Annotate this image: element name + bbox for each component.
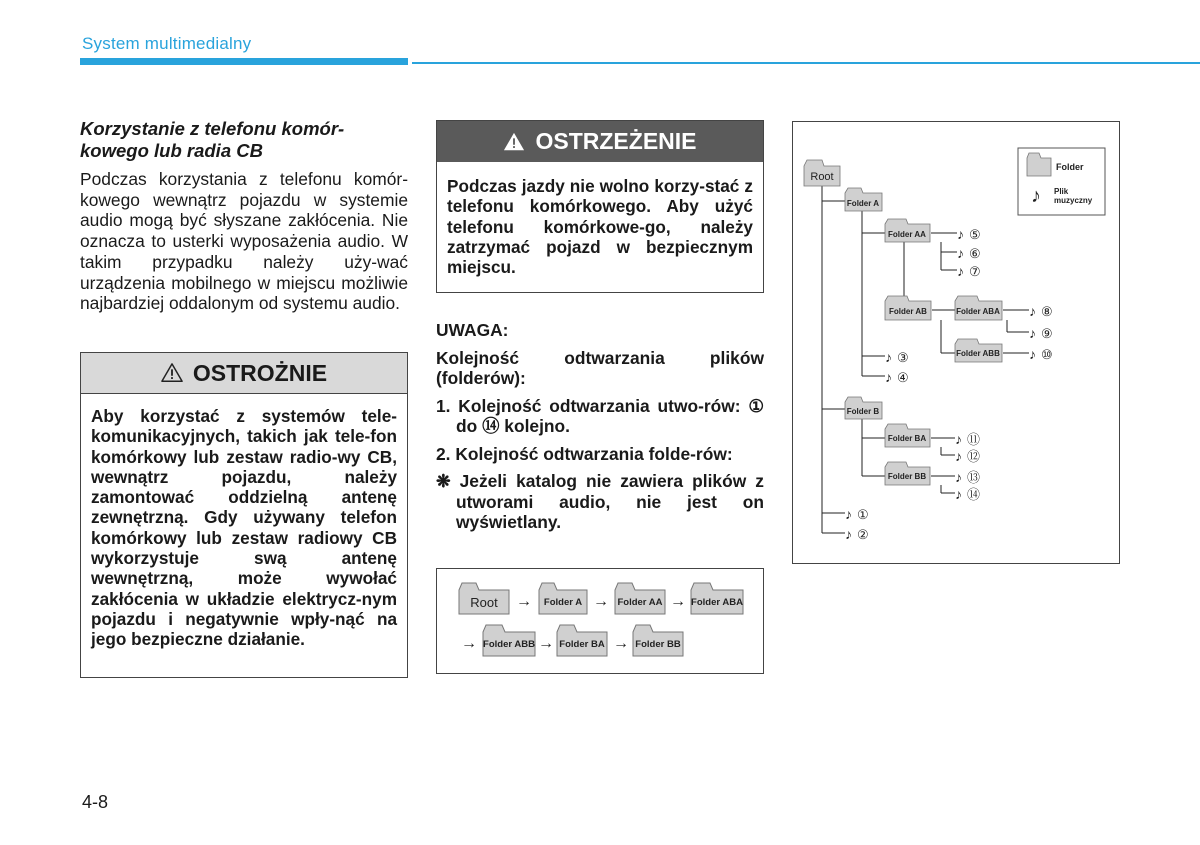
section-heading: Korzystanie z telefonu komór-kowego lub radia CB <box>80 118 345 161</box>
tree-label-folder-a: Folder A <box>846 199 880 208</box>
tree-label-folder-abb: Folder ABB <box>956 349 1000 358</box>
order-folder-ba <box>557 625 607 656</box>
warning-text: Podczas jazdy nie wolno korzy-stać z telefonu komórkowego. Aby użyć telefonu komórkowe-go, należy zatrzymać pojazd w bezpiecznym miejscu. <box>447 176 753 278</box>
caution-triangle-icon <box>161 362 183 384</box>
order-label-folder-aa: Folder AA <box>617 597 663 608</box>
order-arrow: → <box>461 635 477 652</box>
caution-text: Aby korzystać z systemów tele-komunikacyjnych, takich jak tele-fon komórkowy lub zestaw radio-wy CB, wewnątrz pojazdu, należy zamontować oddzielną antenę zewnętrzną. Gdy używany telefon komórkowy lub zestaw radiowy CB wykorzystuje swą antenę wewnętrzną, może wywołać zakłócenia w układzie elektrycz-nym pojazdu i negatywnie wpły-nąć na jego bezpieczne działanie. <box>91 406 397 650</box>
order-label-folder-ba: Folder BA <box>559 639 605 650</box>
order-label-root: Root <box>470 595 498 610</box>
caution-header <box>81 353 407 394</box>
tree-folder-aa <box>885 219 930 242</box>
tree-label-folder-aba: Folder ABA <box>956 307 1000 316</box>
tree-folder-root <box>804 160 840 186</box>
file-number-8: ⑧ <box>1041 304 1053 319</box>
tree-label-folder-aa: Folder AA <box>888 230 926 239</box>
order-arrow: → <box>593 593 609 610</box>
order-label-folder-bb: Folder BB <box>635 639 681 650</box>
order-label-folder-aba: Folder ABA <box>691 597 743 608</box>
music-note-icon: ♪ <box>957 245 964 261</box>
tree-label-folder-ba: Folder BA <box>887 434 927 443</box>
file-number-12: ⑫ <box>967 449 981 464</box>
header-rule <box>412 62 1200 64</box>
note-item-2: 2. Kolejność odtwarzania folde-rów: <box>436 443 733 464</box>
music-note-icon: ♪ <box>1029 346 1036 362</box>
music-note-icon: ♪ <box>957 226 964 242</box>
music-note-icon: ♪ <box>845 526 852 542</box>
warning-header <box>437 121 763 162</box>
file-number-5: ⑤ <box>969 227 981 242</box>
tree-folder-b <box>845 397 882 419</box>
order-folder-aa <box>615 583 665 614</box>
tree-music-files <box>845 226 1053 542</box>
order-folder-a <box>539 583 587 614</box>
caution-title: OSTROŻNIE <box>192 359 328 386</box>
file-number-1: ① <box>857 507 869 522</box>
tree-folder-bb <box>885 462 930 485</box>
order-folder-bb <box>633 625 683 656</box>
tree-label-folder-bb: Folder BB <box>887 472 927 481</box>
music-note-icon: ♪ <box>1029 303 1036 319</box>
tree-folder-aba <box>955 296 1002 320</box>
file-number-14: ⑭ <box>967 487 981 502</box>
page-number: 4-8 <box>82 792 109 812</box>
tree-folder-abb <box>955 339 1002 362</box>
file-number-2: ② <box>857 527 869 542</box>
warning-box <box>436 120 764 293</box>
music-note-icon: ♪ <box>955 469 962 485</box>
order-label-folder-abb: Folder ABB <box>483 639 535 650</box>
music-note-icon: ♪ <box>885 369 892 385</box>
music-note-icon: ♪ <box>955 431 962 447</box>
music-note-icon: ♪ <box>955 486 962 502</box>
note-label: UWAGA: <box>436 320 509 340</box>
legend-file-label-line2: muzyczny <box>1054 196 1093 205</box>
music-note-icon: ♪ <box>955 448 962 464</box>
order-arrow: → <box>538 635 554 652</box>
order-folder-root <box>459 583 509 614</box>
folder-tree-diagram <box>792 121 1120 564</box>
note-subtitle: Kolejność odtwarzania plików (folderów): <box>436 347 764 388</box>
note-item-3: ❋ Jeżeli katalog nie zawiera plików z utworami audio, nie jest on wyświetlany. <box>436 471 764 532</box>
note-section <box>436 320 764 540</box>
file-number-4: ④ <box>897 370 909 385</box>
music-note-icon: ♪ <box>957 263 964 279</box>
tree-label-folder-ab: Folder AB <box>889 307 927 316</box>
section-header-title: System multimedialny <box>82 34 252 53</box>
order-arrow: → <box>670 593 686 610</box>
tree-legend <box>1018 148 1105 215</box>
legend-folder-label: Folder <box>1056 162 1084 172</box>
order-arrow: → <box>516 593 532 610</box>
music-note-icon: ♪ <box>1029 325 1036 341</box>
order-label-folder-a: Folder A <box>543 597 583 608</box>
note-item-1: 1. Kolejność odtwarzania utwo-rów: ① do ⑭ kolejno. <box>436 395 764 436</box>
section-phone-cb <box>80 118 408 314</box>
tree-folder-a <box>845 188 882 211</box>
warning-triangle-icon <box>503 131 525 153</box>
tree-label-folder-b: Folder B <box>846 407 880 416</box>
file-number-6: ⑥ <box>969 246 981 261</box>
legend-music-note-icon: ♪ <box>1031 185 1041 207</box>
caution-box <box>80 352 408 678</box>
tree-folder-ab <box>885 296 931 320</box>
file-number-9: ⑨ <box>1041 326 1053 341</box>
file-number-3: ③ <box>897 350 909 365</box>
file-number-10: ⑩ <box>1041 347 1053 362</box>
warning-title: OSTRZEŻENIE <box>535 128 697 154</box>
section-body: Podczas korzystania z telefonu komór-kowego wewnątrz pojazdu w systemie audio mogą być słyszane zakłócenia. Nie oznacza to usterki wyposażenia audio. W takim przypadku należy uży-wać urządzenia mobilnego w miejscu możliwie najbardziej oddalonym od systemu audio. <box>80 169 408 314</box>
music-note-icon: ♪ <box>885 349 892 365</box>
order-arrow: → <box>613 635 629 652</box>
order-folder-abb <box>483 625 535 656</box>
header-accent-bar <box>80 58 408 65</box>
tree-label-root: Root <box>810 171 834 183</box>
tree-folder-ba <box>885 424 930 447</box>
order-folder-aba <box>691 583 743 614</box>
file-number-7: ⑦ <box>969 264 981 279</box>
folder-order-diagram <box>436 568 764 674</box>
music-note-icon: ♪ <box>845 506 852 522</box>
file-number-13: ⑬ <box>967 470 981 485</box>
file-number-11: ⑪ <box>967 432 981 447</box>
legend-file-label-line1: Plik <box>1054 187 1069 196</box>
